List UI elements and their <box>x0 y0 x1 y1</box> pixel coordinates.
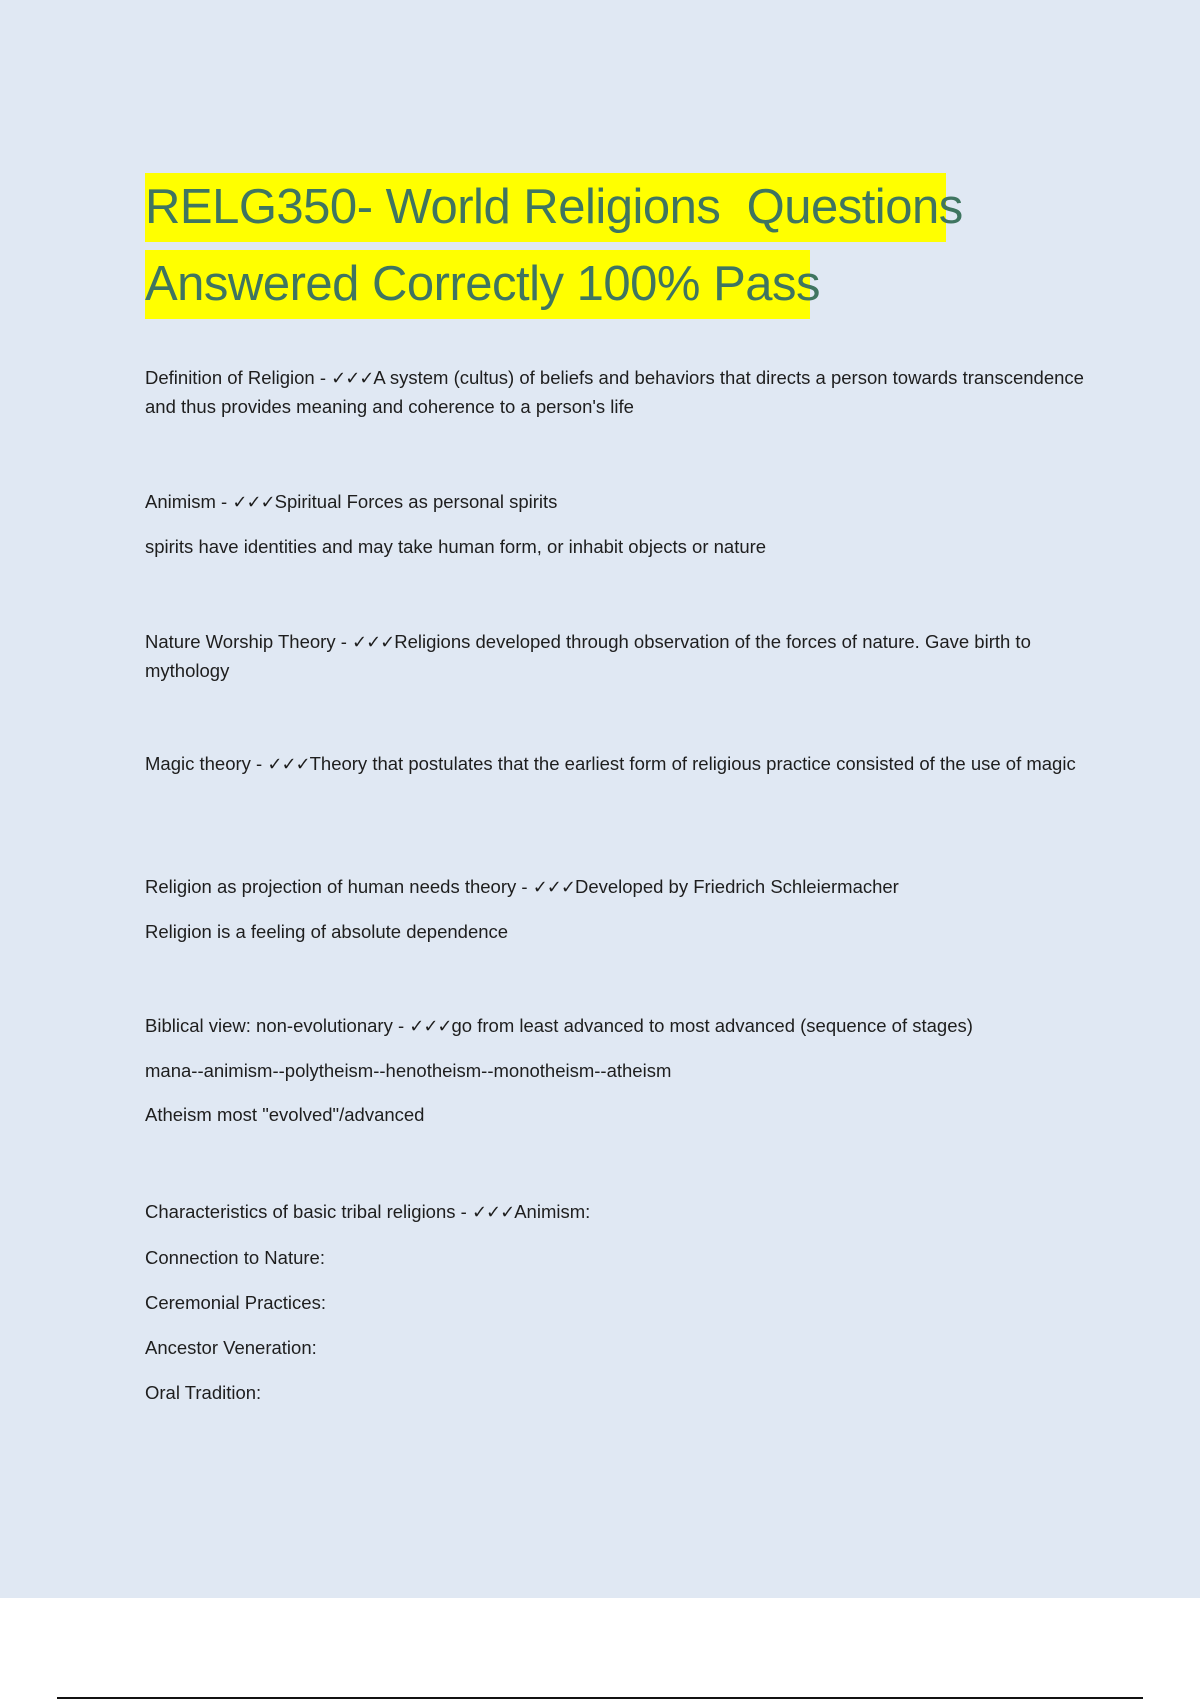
qa-entry-nature-worship-theory <box>145 628 1085 685</box>
qa-entry-projection-theory <box>145 873 1085 946</box>
checkmark-icon: ✓✓✓ <box>471 1202 515 1223</box>
term: Biblical view: non-evolutionary - <box>145 1015 410 1036</box>
answer: go from least advanced to most advanced (sequence of stages) <box>451 1015 973 1036</box>
extra-line: mana--animism--polytheism--henotheism--monotheism--atheism <box>145 1060 672 1081</box>
qa-line <box>145 364 1085 421</box>
answer: Developed by Friedrich Schleiermacher <box>574 876 899 897</box>
term: Nature Worship Theory - <box>145 631 353 652</box>
checkmark-icon: ✓✓✓ <box>409 1016 452 1037</box>
answer: Theory that postulates that the earliest form of religious practice consisted of the use of magic <box>309 753 1076 774</box>
qa-line <box>145 628 1085 685</box>
title-line-2: Answered Correctly 100% Pass <box>145 250 810 319</box>
qa-line <box>145 873 1085 902</box>
document-title <box>145 170 963 324</box>
extra-line: Connection to Nature: <box>145 1247 325 1268</box>
term: Magic theory - <box>145 753 268 774</box>
qa-line <box>145 750 1085 779</box>
qa-line <box>145 488 1085 517</box>
answer: A system (cultus) of beliefs and behaviors that directs a person towards transcendence and thus provides meaning and coherence to a person's life <box>145 367 1084 417</box>
title-line-1: RELG350- World Religions Questions <box>145 173 946 242</box>
qa-line <box>145 1012 1085 1041</box>
checkmark-icon: ✓✓✓ <box>232 492 275 513</box>
answer: Religions developed through observation of the forces of nature. Gave birth to mythology <box>145 631 1031 681</box>
footer-divider <box>57 1697 1143 1699</box>
checkmark-icon: ✓✓✓ <box>352 632 395 653</box>
extra-line: Atheism most "evolved"/advanced <box>145 1104 425 1125</box>
extra-line: Ceremonial Practices: <box>145 1292 326 1313</box>
qa-line <box>145 1198 1085 1227</box>
checkmark-icon: ✓✓✓ <box>267 754 310 775</box>
term: Animism - <box>145 491 233 512</box>
term: Religion as projection of human needs theory - <box>145 876 533 897</box>
extra-line: Oral Tradition: <box>145 1382 262 1403</box>
qa-entry-magic-theory <box>145 750 1085 779</box>
extra-line: spirits have identities and may take human form, or inhabit objects or nature <box>145 536 767 557</box>
extra-line: Religion is a feeling of absolute dependence <box>145 921 509 942</box>
qa-entry-definition-of-religion <box>145 364 1085 421</box>
checkmark-icon: ✓✓✓ <box>532 877 575 898</box>
extra-line: Ancestor Veneration: <box>145 1337 317 1358</box>
qa-entry-biblical-view <box>145 1012 1085 1129</box>
qa-entry-animism <box>145 488 1085 561</box>
answer: Animism: <box>514 1201 591 1222</box>
answer: Spiritual Forces as personal spirits <box>274 491 558 512</box>
term: Definition of Religion - <box>145 367 332 388</box>
term: Characteristics of basic tribal religions - <box>145 1201 472 1222</box>
qa-entry-tribal-religions <box>145 1198 1085 1407</box>
checkmark-icon: ✓✓✓ <box>331 368 374 389</box>
